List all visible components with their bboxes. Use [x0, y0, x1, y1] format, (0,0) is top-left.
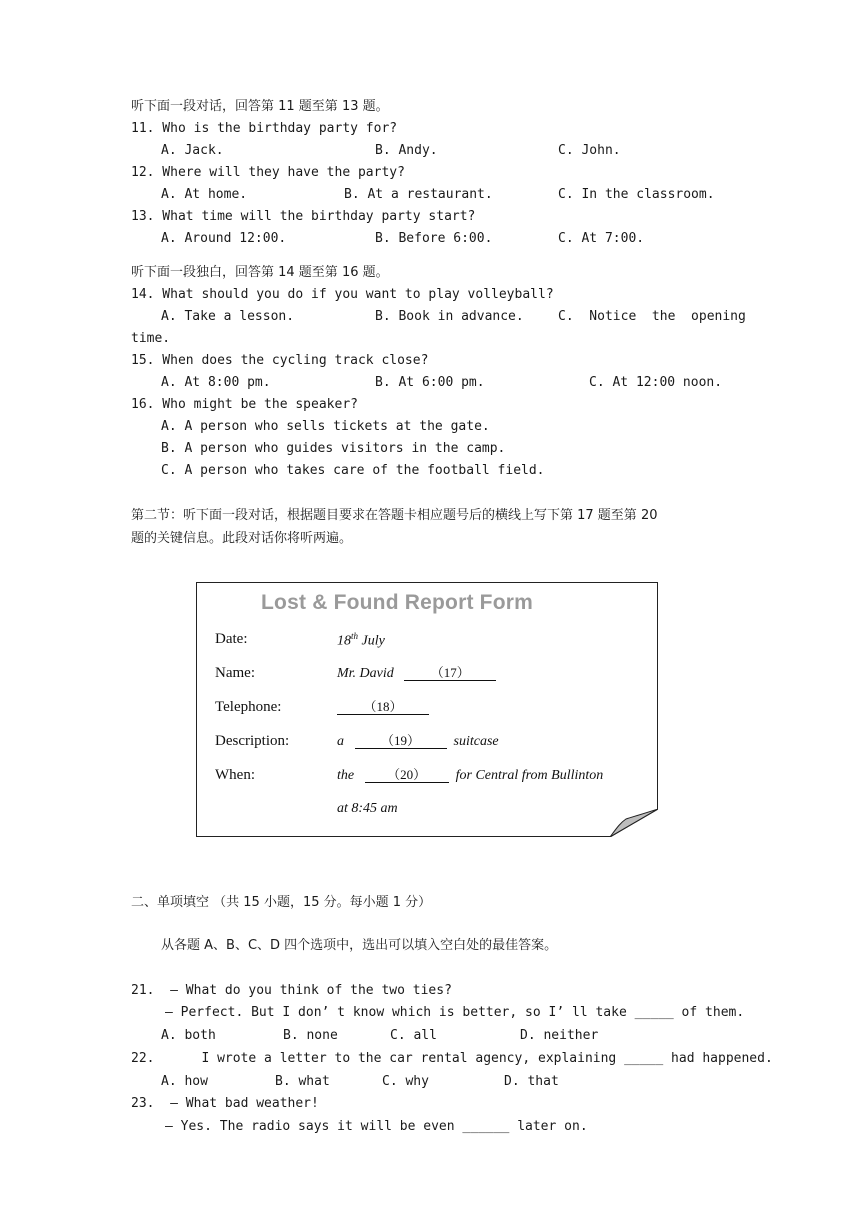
lost-found-report-form: [196, 582, 658, 837]
telephone-value: [337, 699, 429, 716]
section2-instruction-line2: 题的关键信息。此段对话你将听两遍。: [131, 531, 353, 546]
q23-line1: 23. – What bad weather!: [131, 1096, 319, 1111]
page-curl-icon: [610, 809, 658, 837]
q11-option-a: A. Jack.: [161, 143, 224, 158]
q13-option-a: A. Around 12:00.: [161, 231, 287, 246]
blank-19: （19）: [355, 733, 447, 749]
description-label: Description:: [215, 733, 290, 749]
form-title: Lost & Found Report Form: [261, 591, 533, 614]
intro-11-13: 听下面一段对话，回答第 11 题至第 13 题。: [131, 99, 389, 114]
q15-stem: 15. When does the cycling track close?: [131, 353, 429, 368]
q15-option-c: C. At 12:00 noon.: [589, 375, 723, 390]
q21-line2: – Perfect. But I don’ t know which is better, so I’ ll take _____ of them.: [165, 1005, 745, 1020]
q21-option-a: A. both: [161, 1028, 216, 1043]
q22-option-c: C. why: [382, 1074, 429, 1089]
q13-option-b: B. Before 6:00.: [375, 231, 493, 246]
when-time: at 8:45 am: [337, 801, 398, 816]
blank-18: （18）: [337, 699, 429, 715]
part2-heading: 二、单项填空 （共 15 小题，15 分。每小题 1 分）: [131, 895, 432, 910]
q15-option-b: B. At 6:00 pm.: [375, 375, 485, 390]
q14-stem: 14. What should you do if you want to play volleyball?: [131, 287, 554, 302]
blank-20: （20）: [365, 767, 449, 783]
q14-option-c: C. Notice the opening: [558, 309, 746, 324]
q14-option-a: A. Take a lesson.: [161, 309, 295, 324]
q13-stem: 13. What time will the birthday party start?: [131, 209, 476, 224]
telephone-label: Telephone:: [215, 699, 282, 715]
q12-option-a: A. At home.: [161, 187, 248, 202]
when-value: the （20） for Central from Bullinton: [337, 767, 604, 783]
q11-stem: 11. Who is the birthday party for?: [131, 121, 398, 136]
q21-line1: 21. – What do you think of the two ties?: [131, 983, 452, 998]
q14-option-b: B. Book in advance.: [375, 309, 524, 324]
date-label: Date:: [215, 631, 248, 647]
q14-option-c-continued: time.: [131, 331, 171, 346]
q12-stem: 12. Where will they have the party?: [131, 165, 405, 180]
q16-option-b: B. A person who guides visitors in the camp.: [161, 441, 506, 456]
blank-17: （17）: [404, 665, 496, 681]
q12-option-b: B. At a restaurant.: [344, 187, 493, 202]
q23-line2: – Yes. The radio says it will be even ______ later on.: [165, 1119, 588, 1134]
q11-option-b: B. Andy.: [375, 143, 438, 158]
part2-instruction: 从各题 A、B、C、D 四个选项中，选出可以填入空白处的最佳答案。: [161, 938, 558, 953]
section2-instruction-line1: 第二节：听下面一段对话，根据题目要求在答题卡相应题号后的横线上写下第 17 题至第 20: [131, 508, 658, 523]
q22-option-b: B. what: [275, 1074, 330, 1089]
q11-option-c: C. John.: [558, 143, 621, 158]
q16-option-a: A. A person who sells tickets at the gate.: [161, 419, 490, 434]
q21-option-b: B. none: [283, 1028, 338, 1043]
q21-option-c: C. all: [390, 1028, 437, 1043]
q12-option-c: C. In the classroom.: [558, 187, 715, 202]
name-value: Mr. David （17）: [337, 665, 496, 682]
date-value: 18th July: [337, 631, 385, 649]
intro-14-16: 听下面一段独白，回答第 14 题至第 16 题。: [131, 265, 389, 280]
q16-stem: 16. Who might be the speaker?: [131, 397, 358, 412]
name-label: Name:: [215, 665, 255, 681]
q15-option-a: A. At 8:00 pm.: [161, 375, 271, 390]
description-value: a （19） suitcase: [337, 733, 499, 749]
q16-option-c: C. A person who takes care of the football field.: [161, 463, 545, 478]
q22-option-a: A. how: [161, 1074, 208, 1089]
when-label: When:: [215, 767, 255, 783]
q21-option-d: D. neither: [520, 1028, 599, 1043]
q22-option-d: D. that: [504, 1074, 559, 1089]
q13-option-c: C. At 7:00.: [558, 231, 645, 246]
q22-line1: 22. I wrote a letter to the car rental agency, explaining _____ had happened.: [131, 1051, 773, 1066]
